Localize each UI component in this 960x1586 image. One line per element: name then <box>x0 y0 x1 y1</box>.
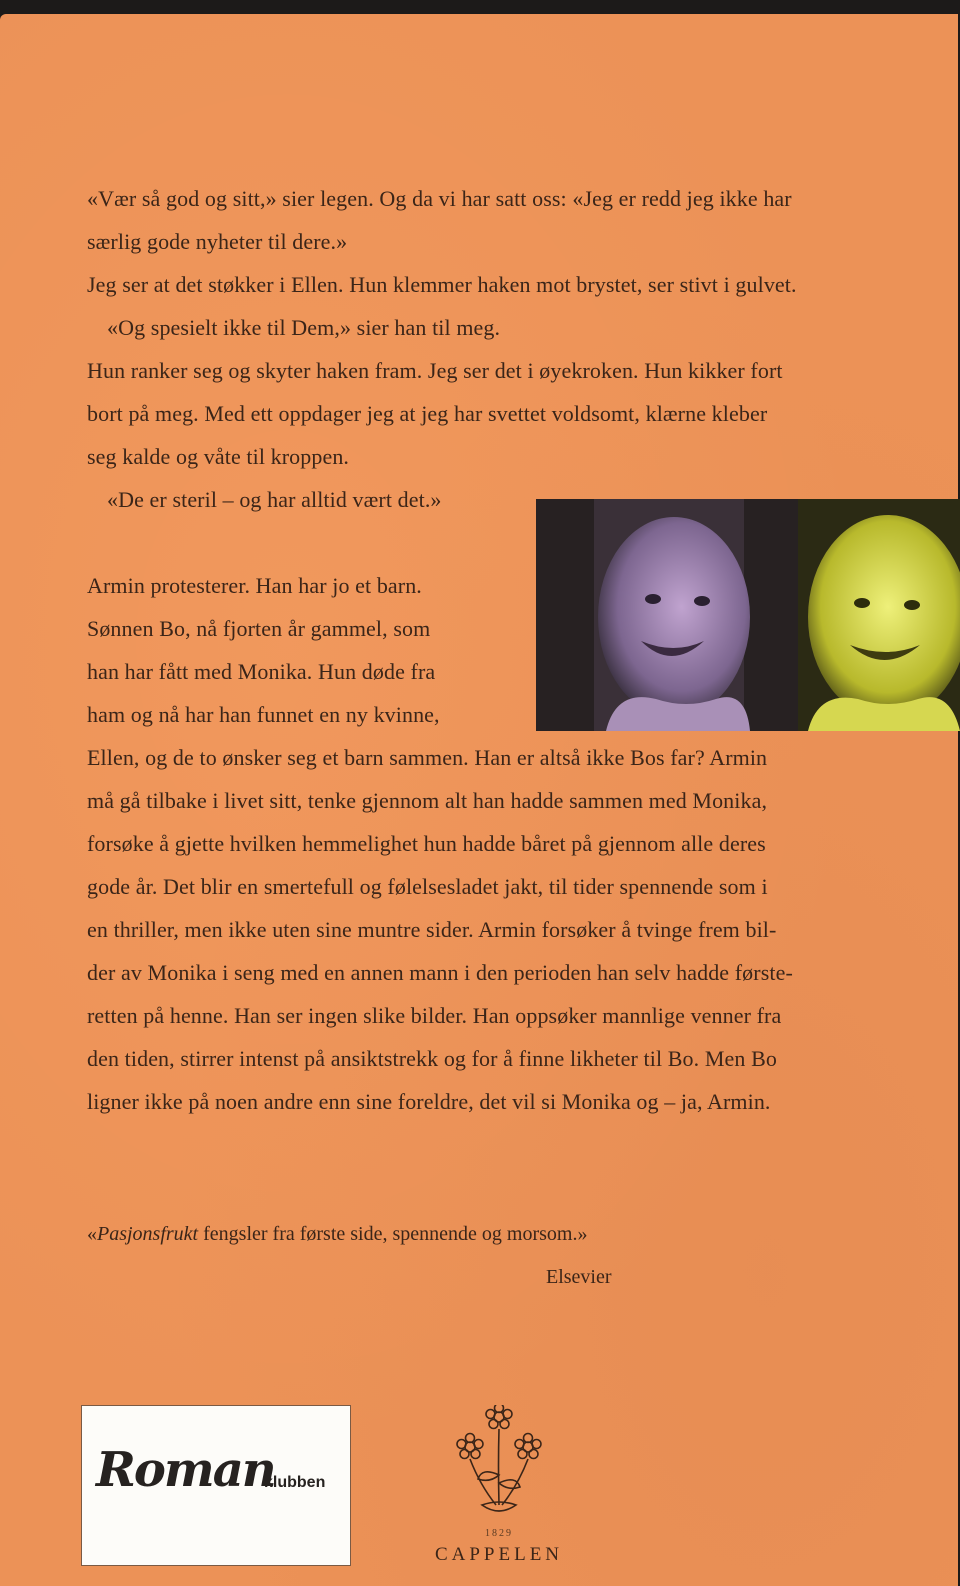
club-logo-small: klubben <box>264 1474 326 1491</box>
romanklubben-logo <box>81 1405 351 1566</box>
summary-line-10: der av Monika i seng med en annen mann i den perioden han selv hadde første- <box>87 960 793 985</box>
baby-photo <box>536 499 960 731</box>
summary-line-9: en thriller, men ikke uten sine muntre sider. Armin forsøker å tvinge frem bil- <box>87 917 777 942</box>
summary-line-8: gode år. Det blir en smertefull og følelsesladet jakt, til tider spennende som i <box>87 874 768 899</box>
excerpt-line-8: «De er steril – og har alltid vært det.» <box>107 487 442 512</box>
excerpt-line-1: «Vær så god og sitt,» sier legen. Og da vi har satt oss: «Jeg er redd jeg ikke har <box>87 186 792 211</box>
summary-line-6: må gå tilbake i livet sitt, tenke gjennom alt han hadde sammen med Monika, <box>87 788 768 813</box>
excerpt-line-7: seg kalde og våte til kroppen. <box>87 444 350 469</box>
excerpt-line-5: Hun ranker seg og skyter haken fram. Jeg ser det i øyekroken. Hun kikker fort <box>87 358 783 383</box>
review-open-quote: « <box>87 1223 97 1245</box>
summary-line-2: Sønnen Bo, nå fjorten år gammel, som <box>87 616 431 641</box>
back-cover <box>0 14 958 1586</box>
review-source: Elsevier <box>546 1266 612 1288</box>
summary-line-13: ligner ikke på noen andre enn sine foreldre, det vil si Monika og – ja, Armin. <box>87 1089 771 1114</box>
publisher-year: 1829 <box>485 1528 513 1539</box>
review-book-title: Pasjonsfrukt <box>97 1223 199 1245</box>
summary-line-1: Armin protesterer. Han har jo et barn. <box>87 573 422 598</box>
club-logo-script: Roman <box>96 1442 275 1498</box>
excerpt-line-6: bort på meg. Med ett oppdager jeg at jeg har svettet voldsomt, klærne kleber <box>87 401 768 426</box>
review-quote <box>87 1223 587 1246</box>
summary-line-12: den tiden, stirrer intenst på ansiktstrekk og for å finne likheter til Bo. Men Bo <box>87 1046 777 1071</box>
review-text: fengsler fra første side, spennende og morsom.» <box>198 1223 588 1245</box>
summary-line-11: retten på henne. Han ser ingen slike bilder. Han oppsøker mannlige venner fra <box>87 1003 782 1028</box>
summary-line-3: han har fått med Monika. Hun døde fra <box>87 659 436 684</box>
baby-photo-graphic <box>536 499 960 731</box>
summary-line-4: ham og nå har han funnet en ny kvinne, <box>87 702 440 727</box>
cappelen-flower-icon <box>452 1405 546 1525</box>
summary-line-5: Ellen, og de to ønsker seg et barn sammen. Han er altså ikke Bos far? Armin <box>87 745 768 770</box>
excerpt-line-3: Jeg ser at det støkker i Ellen. Hun klemmer haken mot brystet, ser stivt i gulvet. <box>87 272 797 297</box>
publisher-name: CAPPELEN <box>434 1544 564 1565</box>
excerpt-line-4: «Og spesielt ikke til Dem,» sier han til meg. <box>107 315 501 340</box>
excerpt-line-2: særlig gode nyheter til dere.» <box>87 229 348 254</box>
summary-line-7: forsøke å gjette hvilken hemmelighet hun hadde båret på gjennom alle deres <box>87 831 766 856</box>
